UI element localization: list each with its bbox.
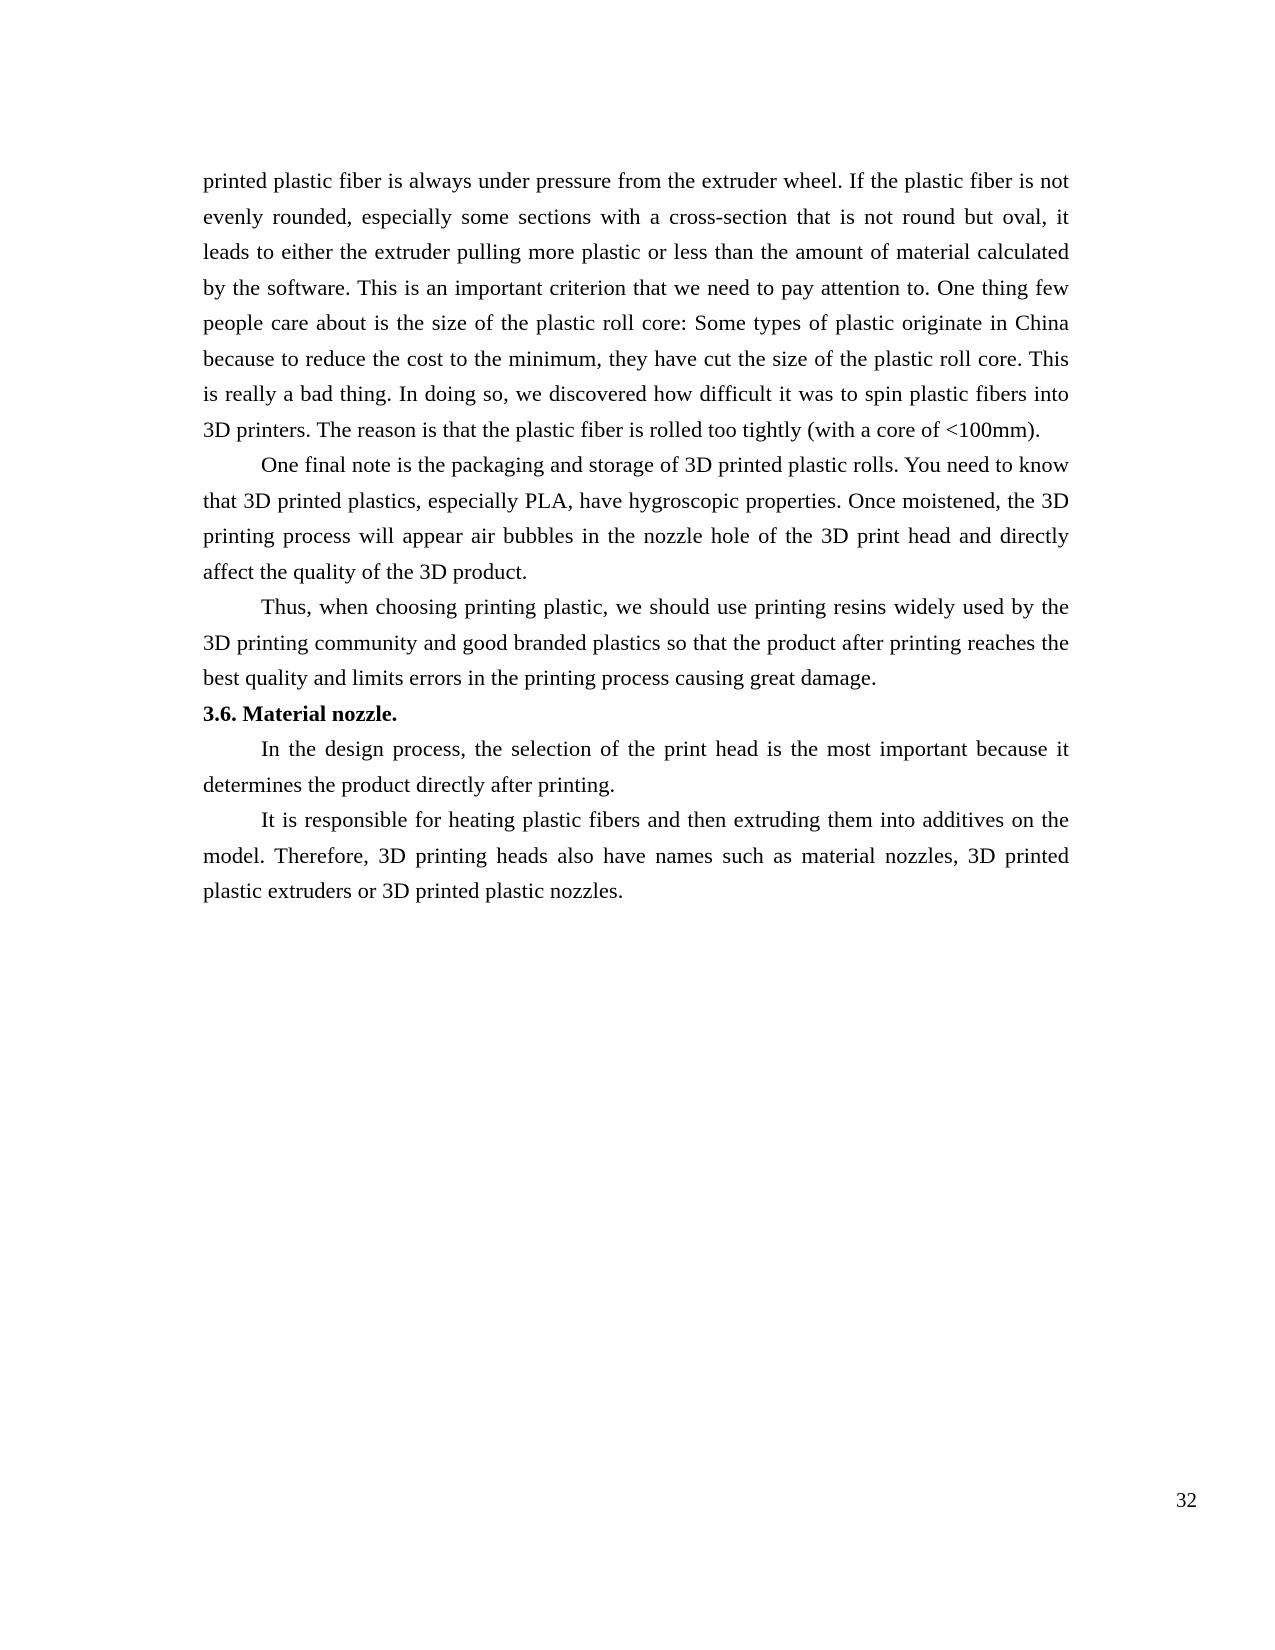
page-number: 32	[1176, 1488, 1197, 1512]
paragraph: It is responsible for heating plastic fibers and then extruding them into additives on the model. Therefore, 3D printing heads also have names such as material nozzles, 3D printed plastic extruders or 3D printed plastic nozzles.	[203, 807, 1069, 903]
section-heading: 3.6. Material nozzle.	[203, 700, 398, 726]
paragraph: In the design process, the selection of the print head is the most important because it determines the product directly after printing.	[203, 736, 1069, 797]
paragraph: Thus, when choosing printing plastic, we should use printing resins widely used by the 3D printing community and good branded plastics so that the product after printing reaches the best quality and limits errors in the printing process causing great damage.	[203, 594, 1069, 690]
paragraph: One final note is the packaging and storage of 3D printed plastic rolls. You need to know that 3D printed plastics, especially PLA, have hygroscopic properties. Once moistened, the 3D printing process will appear air bubbles in the nozzle hole of the 3D print head and directly affect the quality of the 3D product.	[203, 452, 1069, 584]
paragraph: printed plastic fiber is always under pressure from the extruder wheel. If the plastic fiber is not evenly rounded, especially some sections with a cross-section that is not round but oval, it leads to either the extruder pulling more plastic or less than the amount of material calculated by the software. This is an important criterion that we need to pay attention to. One thing few people care about is the size of the plastic roll core: Some types of plastic originate in China because to reduce the cost to the minimum, they have cut the size of the plastic roll core. This is really a bad thing. In doing so, we discovered how difficult it was to spin plastic fibers into 3D printers. The reason is that the plastic fiber is rolled too tightly (with a core of <100mm).	[203, 168, 1069, 442]
page-body	[203, 163, 1069, 909]
